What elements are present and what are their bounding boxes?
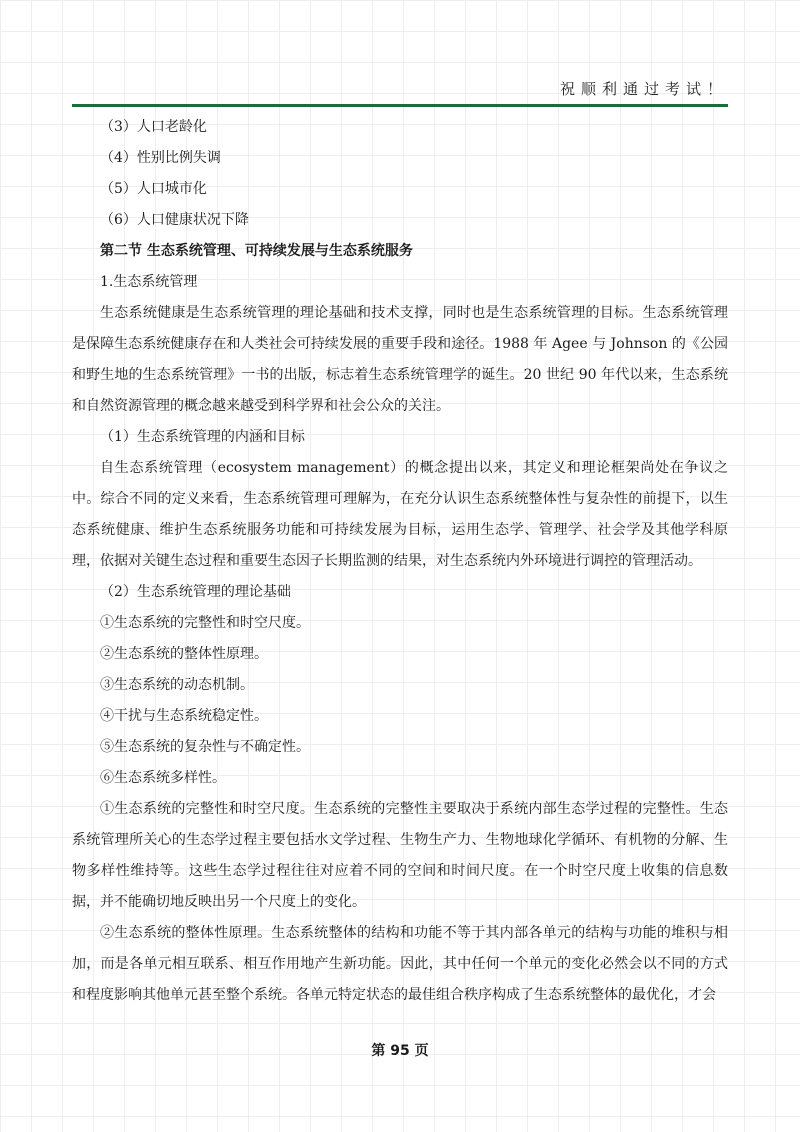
list-item: （5）人口城市化 [100,181,207,197]
paragraph: ①生态系统的完整性和时空尺度。生态系统的完整性主要取决于系统内部生态学过程的完整性。生态系统管理所关心的生态学过程主要包括水文学过程、生物生产力、生物地球化学循环、有机物的分解、生物多样性维持等。这些生态学过程往往对应着不同的空间和时间尺度。在一个时空尺度上收集的信息数据，并不能确切地反映出另一个尺度上的变化。 [72,801,728,910]
subheading: （2）生态系统管理的理论基础 [100,584,291,600]
list-item: （4）性别比例失调 [100,150,221,166]
header-slogan: 祝顺利通过考试！ [559,80,728,98]
principle-item: ④干扰与生态系统稳定性。 [100,708,268,724]
page-number: 第 95 页 [371,1043,429,1059]
page-body [72,112,728,1011]
paragraph: 自生态系统管理（ecosystem management）的概念提出以来，其定义和理论框架尚处在争议之中。综合不同的定义来看，生态系统管理可理解为，在充分认识生态系统整体性与复杂性的前提下，以生态系统健康、维护生态系统服务功能和可持续发展为目标，运用生态学、管理学、社会学及其他学科原理，依据对关键生态过程和重要生态因子长期监测的结果，对生态系统内外环境进行调控的管理活动。 [72,460,728,569]
principle-item: ③生态系统的动态机制。 [100,677,254,693]
page-header [72,78,728,102]
paragraph: 生态系统健康是生态系统管理的理论基础和技术支撑，同时也是生态系统管理的目标。生态系统管理是保障生态系统健康存在和人类社会可持续发展的重要手段和途径。1988 年 Agee 与 Johnson 的《公园和野生地的生态系统管理》一书的出版，标志着生态系统管理学的诞生。20 世纪 90 年代以来，生态系统和自然资源管理的概念越来越受到科学界和社会公众的关注。 [72,305,728,414]
list-item: （6）人口健康状况下降 [100,212,249,228]
subheading: （1）生态系统管理的内涵和目标 [100,429,305,445]
list-item: （3）人口老龄化 [100,119,207,135]
principle-item: ①生态系统的完整性和时空尺度。 [100,615,310,631]
principle-item: ②生态系统的整体性原理。 [100,646,268,662]
header-divider [72,104,728,107]
principle-item: ⑤生态系统的复杂性与不确定性。 [100,739,310,755]
principle-item: ⑥生态系统多样性。 [100,770,226,786]
section-title: 第二节 生态系统管理、可持续发展与生态系统服务 [100,243,413,259]
subsection-title: 1.生态系统管理 [100,274,198,290]
paragraph: ②生态系统的整体性原理。生态系统整体的结构和功能不等于其内部各单元的结构与功能的堆积与相加，而是各单元相互联系、相互作用地产生新功能。因此，其中任何一个单元的变化必然会以不同的方式和程度影响其他单元甚至整个系统。各单元特定状态的最佳组合秩序构成了生态系统整体的最优化，才会 [72,925,728,1003]
